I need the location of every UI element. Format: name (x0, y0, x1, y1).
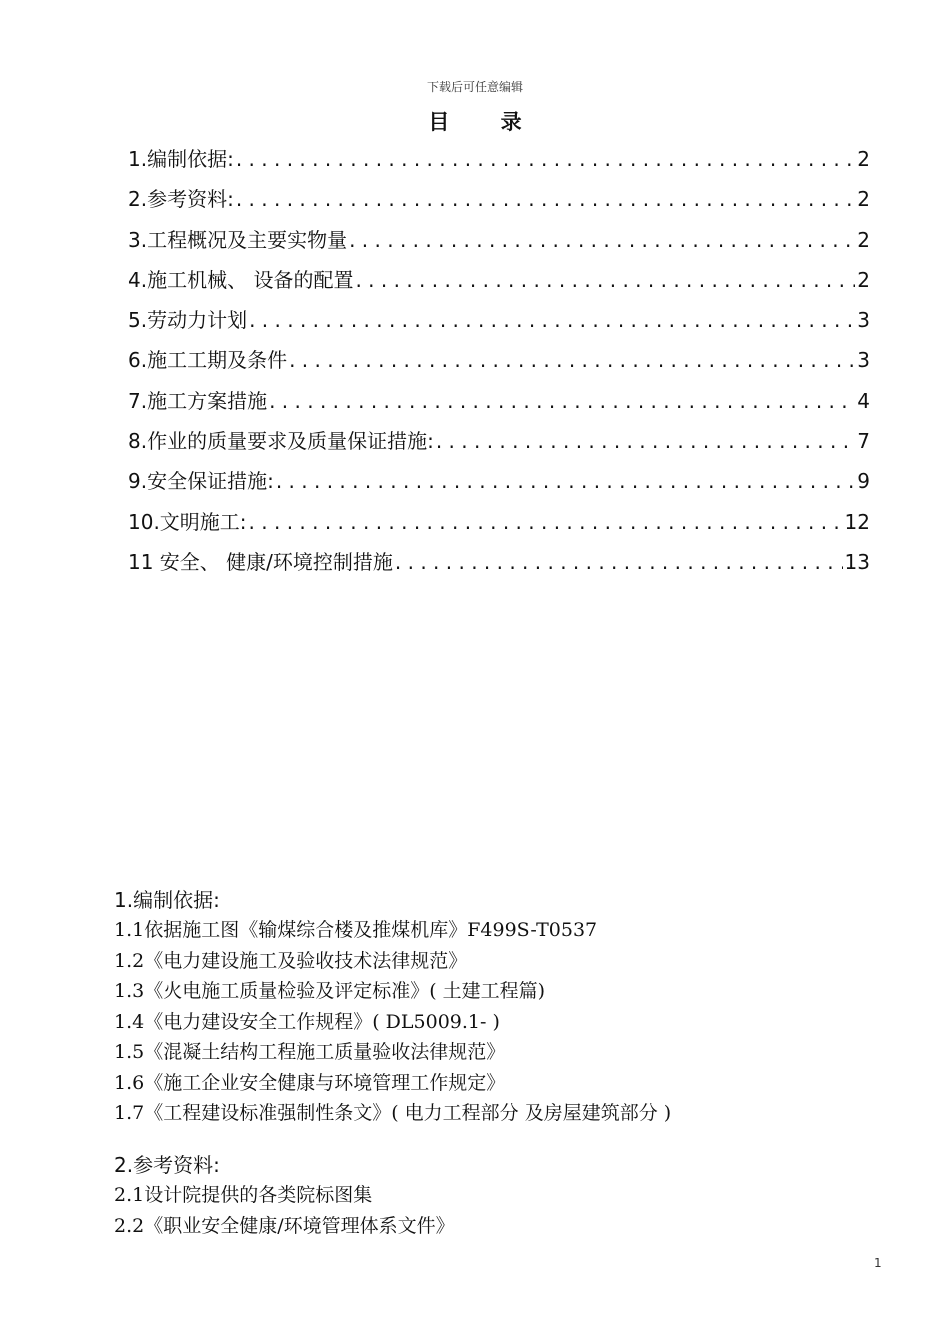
toc-entry-label: 6.施工工期及条件 (128, 348, 288, 373)
toc-entry-page: 9 (857, 469, 870, 494)
toc-title: 目 录 (428, 110, 544, 134)
list-item: 1.6《施工企业安全健康与环境管理工作规定》 (114, 1071, 506, 1094)
toc-entry-page: 2 (857, 267, 870, 292)
list-item: 1.5《混凝土结构工程施工质量验收法律规范》 (114, 1041, 506, 1063)
header-note: 下载后可任意编辑 (426, 80, 523, 94)
toc-entry-label: 10.文明施工: (128, 509, 247, 534)
toc-entry[interactable] (128, 143, 870, 183)
toc-entry-page: 12 (844, 509, 870, 534)
toc-entry-page: 3 (857, 308, 870, 333)
toc-entry[interactable] (128, 546, 870, 586)
toc-entry[interactable] (128, 425, 870, 465)
toc-leader-dots (436, 429, 855, 453)
toc-entry-label: 4.施工机械、 设备的配置 (128, 267, 354, 292)
toc-entry-label: 7.施工方案措施 (128, 388, 268, 413)
toc-entry-label: 2.参考资料: (128, 187, 234, 212)
list-item: 1.4《电力建设安全工作规程》( DL5009.1- ) (114, 1010, 500, 1033)
toc-entry-label: 5.劳动力计划 (128, 308, 248, 333)
toc-entry[interactable] (128, 506, 870, 546)
toc-leader-dots (289, 348, 855, 372)
toc-leader-dots (269, 389, 855, 413)
toc-leader-dots (355, 268, 855, 292)
toc-entry-page: 2 (857, 147, 870, 171)
page-number: 1 (874, 1256, 882, 1270)
toc-entry-page: 3 (857, 348, 870, 373)
list-item: 1.7《工程建设标准强制性条文》( 电力工程部分 及房屋建筑部分 ) (114, 1102, 672, 1124)
toc-entry[interactable] (128, 344, 870, 384)
toc-entry-label: 11 安全、 健康/环境控制措施 (128, 549, 393, 574)
toc-entry[interactable] (128, 224, 870, 264)
toc-entry-page: 2 (857, 227, 870, 252)
toc-leader-dots (249, 308, 855, 332)
toc-leader-dots (276, 469, 855, 493)
toc-entry-label: 1.编制依据: (128, 147, 234, 171)
toc-entry-label: 3.工程概况及主要实物量 (128, 227, 348, 252)
toc-entry-page: 2 (857, 187, 870, 212)
section-heading: 2.参考资料: (114, 1153, 220, 1177)
toc-leader-dots (395, 550, 843, 574)
toc-entry-label: 8.作业的质量要求及质量保证措施: (128, 429, 434, 454)
toc-entry-label: 9.安全保证措施: (128, 469, 274, 494)
toc-entry-page: 7 (857, 429, 870, 454)
section-reference-materials (114, 1150, 874, 1241)
table-of-contents (128, 143, 870, 586)
list-item: 1.2《电力建设施工及验收技术法律规范》 (114, 949, 468, 972)
list-item: 1.1依据施工图《输煤综合楼及推煤机库》F499S-T0537 (114, 919, 598, 941)
list-item: 2.2《职业安全健康/环境管理体系文件》 (114, 1214, 455, 1237)
toc-entry-page: 13 (844, 549, 870, 574)
list-item: 2.1设计院提供的各类院标图集 (114, 1184, 373, 1206)
toc-entry[interactable] (128, 385, 870, 425)
toc-entry[interactable] (128, 264, 870, 304)
section-heading: 1.编制依据: (114, 888, 220, 912)
toc-entry-page: 4 (857, 388, 870, 413)
toc-entry[interactable] (128, 304, 870, 344)
toc-leader-dots (236, 147, 855, 171)
list-item: 1.3《火电施工质量检验及评定标准》( 土建工程篇) (114, 980, 546, 1002)
toc-leader-dots (249, 510, 843, 534)
toc-leader-dots (349, 228, 855, 252)
section-compilation-basis (114, 885, 874, 1129)
toc-entry[interactable] (128, 183, 870, 223)
toc-entry[interactable] (128, 465, 870, 505)
toc-leader-dots (236, 187, 855, 211)
